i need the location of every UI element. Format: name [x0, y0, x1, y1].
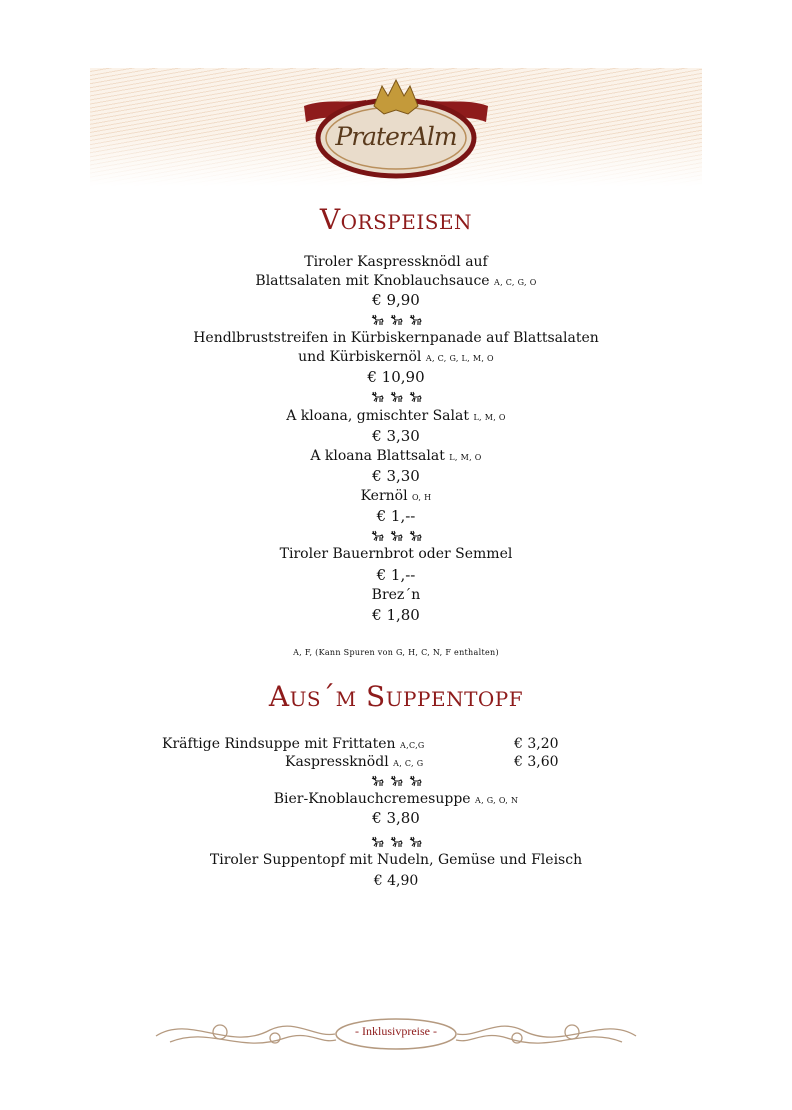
deer-icon — [409, 836, 422, 848]
menu-item-name: A kloana, gmischter Salat — [286, 408, 469, 424]
menu-item-name: A kloana Blattsalat — [310, 448, 445, 464]
allergen-codes: A,C,G — [400, 741, 425, 750]
menu-item — [0, 487, 792, 507]
menu-item-price: € 3,30 — [372, 467, 420, 485]
deer-divider — [0, 312, 792, 326]
deer-icon — [390, 775, 403, 787]
menu-item-name: Tiroler Suppentopf mit Nudeln, Gemüse und Fleisch — [209, 852, 583, 868]
menu-item-price: € 1,-- — [376, 507, 416, 525]
menu-item-name: Hendlbruststreifen in Kürbiskernpanade auf Blattsalaten — [193, 330, 599, 346]
deer-icon — [409, 530, 422, 542]
menu-item — [0, 790, 792, 810]
deer-icon — [371, 530, 384, 542]
section-title-suppentopf: Aus´m Suppentopf — [268, 680, 524, 713]
menu-item-name: Tiroler Kaspressknödl auf — [304, 254, 488, 270]
deer-icon — [390, 391, 403, 403]
deer-icon — [371, 391, 384, 403]
menu-item-price: € 3,30 — [372, 427, 420, 445]
deer-icon — [409, 314, 422, 326]
menu-item — [0, 407, 792, 427]
menu-item-price: € 1,-- — [376, 566, 416, 584]
deer-icon — [371, 314, 384, 326]
menu-item-name: und Kürbiskernöl — [298, 349, 422, 365]
menu-item-price: € 4,90 — [373, 873, 419, 889]
deer-icon — [409, 775, 422, 787]
menu-item-name: Tiroler Bauernbrot oder Semmel — [279, 546, 513, 562]
deer-icon — [390, 530, 403, 542]
menu-item-name-cont — [0, 272, 792, 292]
menu-item-name: Kaspressknödl — [285, 754, 389, 770]
logo — [296, 76, 496, 181]
deer-icon — [371, 775, 384, 787]
menu-item-name: Blattsalaten mit Knoblauchsauce — [255, 273, 490, 289]
allergen-codes: A, C, G — [393, 759, 424, 768]
allergen-codes: A, C, G, O — [494, 278, 537, 287]
deer-icon — [390, 314, 403, 326]
menu-item-name-cont — [0, 348, 792, 368]
allergen-note: A, F, (Kann Spuren von G, H, C, N, F enthalten) — [293, 648, 499, 657]
deer-divider — [0, 773, 792, 787]
menu-item-name: Kernöl — [360, 488, 408, 504]
logo-text: PraterAlm — [335, 122, 457, 151]
allergen-codes: L, M, O — [449, 453, 482, 462]
menu-item — [162, 735, 425, 755]
deer-divider — [0, 834, 792, 848]
deer-divider — [0, 389, 792, 403]
section-title-vorspeisen: Vorspeisen — [319, 203, 473, 236]
menu-item-price: € 9,90 — [372, 291, 420, 309]
menu-item-price: € 3,20 — [514, 736, 559, 752]
allergen-codes: A, C, G, L, M, O — [425, 354, 494, 363]
menu-item-price: € 10,90 — [367, 368, 425, 386]
menu-item-name: Brez´n — [371, 587, 421, 603]
menu-item-price: € 1,80 — [372, 606, 420, 624]
deer-icon — [390, 836, 403, 848]
deer-divider — [0, 528, 792, 542]
menu-item — [0, 447, 792, 467]
allergen-codes: L, M, O — [473, 413, 506, 422]
deer-icon — [409, 391, 422, 403]
footer-label: - Inklusivpreise - — [355, 1024, 437, 1038]
deer-icon — [371, 836, 384, 848]
menu-item-name: Bier-Knoblauchcremesuppe — [273, 791, 471, 807]
allergen-codes: A, G, O, N — [475, 796, 519, 805]
allergen-codes: O, H — [412, 493, 432, 502]
menu-item-price: € 3,80 — [372, 809, 420, 827]
menu-item — [285, 753, 423, 773]
menu-item-name: Kräftige Rindsuppe mit Frittaten — [162, 736, 396, 752]
menu-item-price: € 3,60 — [514, 754, 559, 770]
